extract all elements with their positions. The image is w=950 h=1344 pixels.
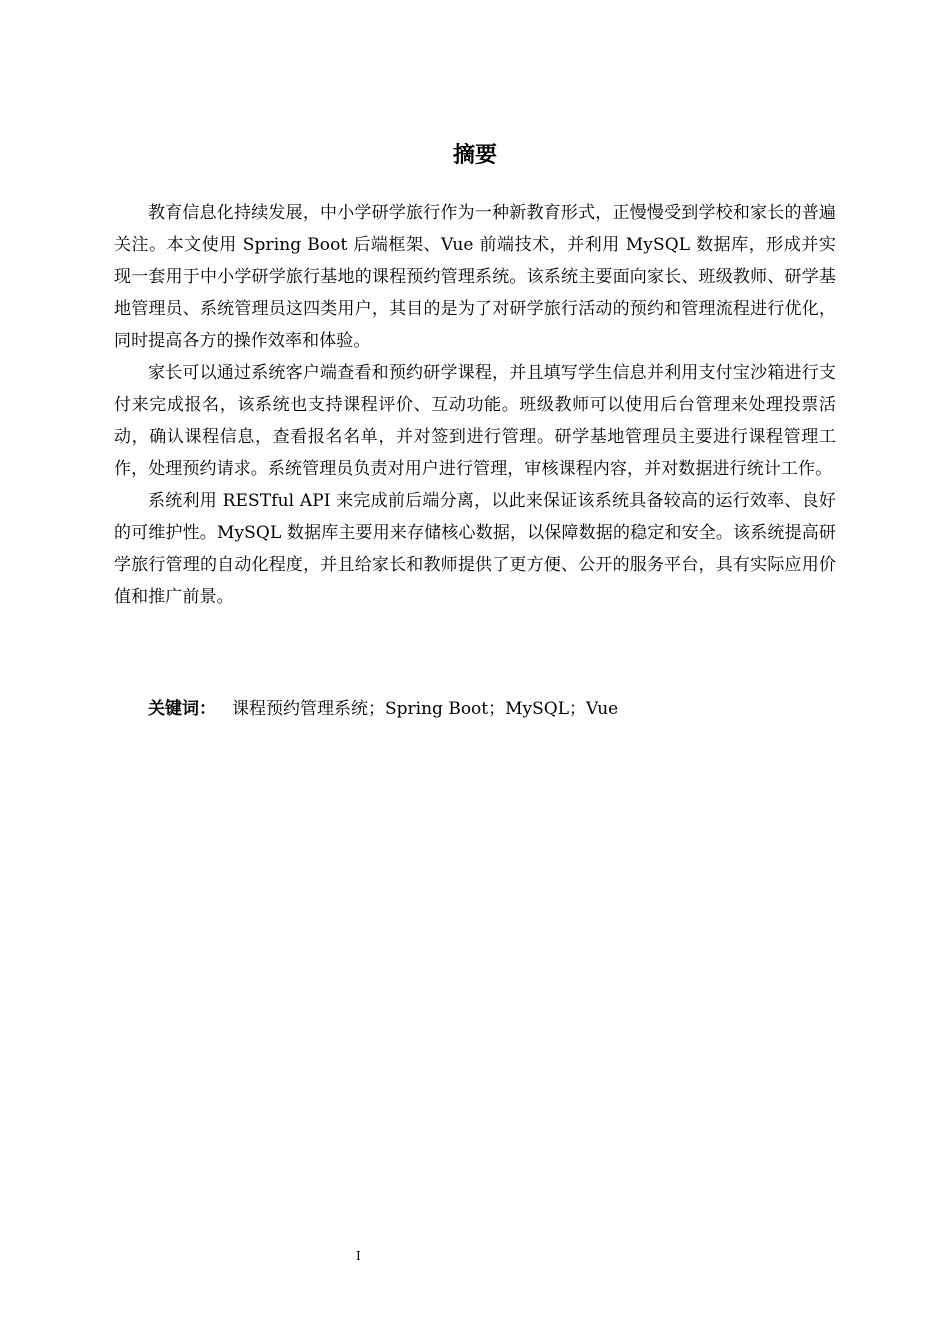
page-number: I [356,1249,361,1263]
keywords-label: 关键词： [148,699,216,719]
abstract-paragraph-1: 教育信息化持续发展，中小学研学旅行作为一种新教育形式，正慢慢受到学校和家长的普遍关注。本文使用 Spring Boot 后端框架、Vue 前端技术，并利用 MySQL 数据库，形成并实现一套用于中小学研学旅行基地的课程预约管理系统。该系统主要面向家长、班级教师、研学基地管理员、系统管理员这四类用户，其目的是为了对研学旅行活动的预约和管理流程进行优化，同时提高各方的操作效率和体验。 [114,203,836,351]
abstract-body [114,197,836,613]
abstract-title: 摘要 [452,143,497,168]
abstract-paragraph-2: 家长可以通过系统客户端查看和预约研学课程，并且填写学生信息并利用支付宝沙箱进行支付来完成报名，该系统也支持课程评价、互动功能。班级教师可以使用后台管理来处理投票活动，确认课程信息，查看报名名单，并对签到进行管理。研学基地管理员主要进行课程管理工作，处理预约请求。系统管理员负责对用户进行管理，审核课程内容，并对数据进行统计工作。 [114,363,836,479]
abstract-paragraph-3: 系统利用 RESTful API 来完成前后端分离，以此来保证该系统具备较高的运行效率、良好的可维护性。MySQL 数据库主要用来存储核心数据，以保障数据的稳定和安全。该系统提高研学旅行管理的自动化程度，并且给家长和教师提供了更方便、公开的服务平台，具有实际应用价值和推广前景。 [114,491,836,607]
keywords-line [148,693,618,725]
keywords-text: 课程预约管理系统；Spring Boot；MySQL；Vue [232,699,619,719]
